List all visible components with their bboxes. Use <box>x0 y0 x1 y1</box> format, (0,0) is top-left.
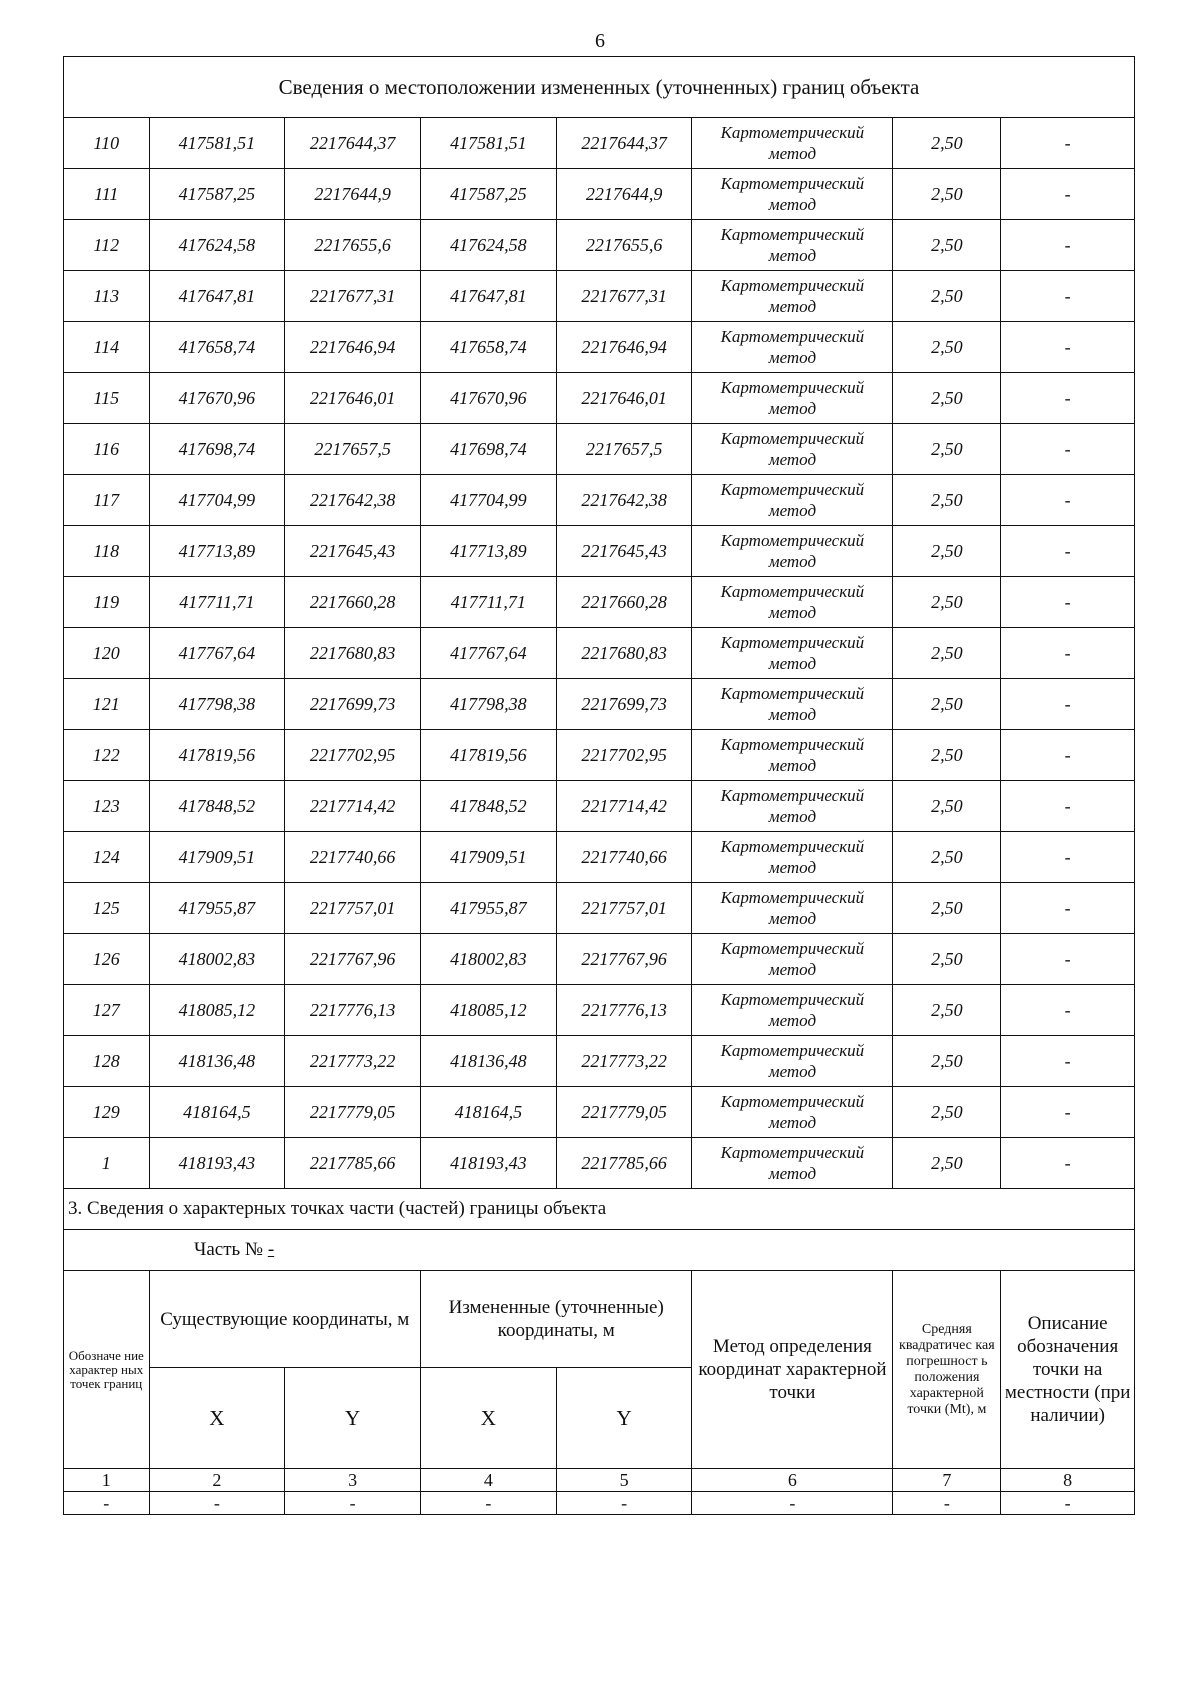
existing-y-cell: 2217655,6 <box>285 220 421 271</box>
method-cell <box>692 781 893 832</box>
description-cell: - <box>1001 781 1135 832</box>
method-text: метод <box>768 450 817 469</box>
changed-y-cell: 2217680,83 <box>556 628 692 679</box>
existing-y-cell: 2217660,28 <box>285 577 421 628</box>
method-text: Картометрический <box>720 786 865 805</box>
method-text: Картометрический <box>720 1041 865 1060</box>
existing-x-cell: 417819,56 <box>149 730 285 781</box>
description-cell: - <box>1001 271 1135 322</box>
description-cell: - <box>1001 1036 1135 1087</box>
point-id-cell: 129 <box>64 1087 150 1138</box>
method-text: метод <box>768 654 817 673</box>
method-cell <box>692 271 893 322</box>
point-id-cell: 110 <box>64 118 150 169</box>
method-text: Картометрический <box>720 888 865 907</box>
existing-y-cell: 2217767,96 <box>285 934 421 985</box>
changed-x-cell: 417670,96 <box>420 373 556 424</box>
description-cell: - <box>1001 475 1135 526</box>
existing-y-cell: 2217677,31 <box>285 271 421 322</box>
point-id-cell: 119 <box>64 577 150 628</box>
changed-x-cell: 417624,58 <box>420 220 556 271</box>
point-id-cell: 125 <box>64 883 150 934</box>
changed-y-cell: 2217677,31 <box>556 271 692 322</box>
table-row <box>64 934 1135 985</box>
changed-y-cell: 2217702,95 <box>556 730 692 781</box>
point-id-cell: 122 <box>64 730 150 781</box>
method-cell <box>692 1036 893 1087</box>
method-cell <box>692 730 893 781</box>
point-id-cell: 120 <box>64 628 150 679</box>
existing-x-cell: 418164,5 <box>149 1087 285 1138</box>
method-text: Картометрический <box>720 174 865 193</box>
empty-data-row <box>64 1492 1135 1515</box>
description-cell: - <box>1001 628 1135 679</box>
header-changed: Измененные (уточненные) координаты, м <box>420 1271 691 1368</box>
method-cell <box>692 322 893 373</box>
changed-x-cell: 417587,25 <box>420 169 556 220</box>
existing-x-cell: 418136,48 <box>149 1036 285 1087</box>
method-cell <box>692 679 893 730</box>
existing-y-cell: 2217657,5 <box>285 424 421 475</box>
changed-x-cell: 417955,87 <box>420 883 556 934</box>
point-id-cell: 124 <box>64 832 150 883</box>
method-text: метод <box>768 501 817 520</box>
header-row-1 <box>64 1271 1135 1368</box>
error-mt-cell: 2,50 <box>893 424 1001 475</box>
description-cell: - <box>1001 985 1135 1036</box>
error-mt-cell: 2,50 <box>893 730 1001 781</box>
existing-y-cell: 2217646,94 <box>285 322 421 373</box>
description-cell: - <box>1001 1138 1135 1189</box>
method-cell <box>692 934 893 985</box>
point-id-cell: 111 <box>64 169 150 220</box>
method-cell <box>692 985 893 1036</box>
changed-y-cell: 2217740,66 <box>556 832 692 883</box>
error-mt-cell: 2,50 <box>893 628 1001 679</box>
point-id-cell: 114 <box>64 322 150 373</box>
existing-y-cell: 2217646,01 <box>285 373 421 424</box>
changed-y-cell: 2217767,96 <box>556 934 692 985</box>
error-mt-cell: 2,50 <box>893 169 1001 220</box>
error-mt-cell: 2,50 <box>893 934 1001 985</box>
table-row <box>64 475 1135 526</box>
point-id-cell: 128 <box>64 1036 150 1087</box>
header-existing: Существующие координаты, м <box>149 1271 420 1368</box>
column-number: 3 <box>285 1469 421 1492</box>
method-text: метод <box>768 1011 817 1030</box>
existing-x-cell: 418193,43 <box>149 1138 285 1189</box>
method-text: метод <box>768 195 817 214</box>
changed-y-cell: 2217642,38 <box>556 475 692 526</box>
table-row <box>64 679 1135 730</box>
method-text: Картометрический <box>720 837 865 856</box>
method-text: метод <box>768 705 817 724</box>
changed-x-cell: 418085,12 <box>420 985 556 1036</box>
method-text: Картометрический <box>720 429 865 448</box>
changed-y-cell: 2217779,05 <box>556 1087 692 1138</box>
changed-y-cell: 2217773,22 <box>556 1036 692 1087</box>
error-mt-cell: 2,50 <box>893 577 1001 628</box>
method-text: метод <box>768 603 817 622</box>
point-id-cell: 116 <box>64 424 150 475</box>
changed-x-cell: 417704,99 <box>420 475 556 526</box>
table-row <box>64 322 1135 373</box>
existing-x-cell: 418085,12 <box>149 985 285 1036</box>
existing-x-cell: 418002,83 <box>149 934 285 985</box>
point-id-cell: 115 <box>64 373 150 424</box>
point-id-cell: 118 <box>64 526 150 577</box>
method-text: Картометрический <box>720 990 865 1009</box>
method-text: метод <box>768 246 817 265</box>
existing-y-cell: 2217776,13 <box>285 985 421 1036</box>
table-row <box>64 220 1135 271</box>
table-row <box>64 424 1135 475</box>
changed-y-cell: 2217660,28 <box>556 577 692 628</box>
changed-y-cell: 2217655,6 <box>556 220 692 271</box>
point-id-cell: 1 <box>64 1138 150 1189</box>
header-existing-x: X <box>149 1368 285 1469</box>
changed-y-cell: 2217699,73 <box>556 679 692 730</box>
table-row <box>64 526 1135 577</box>
existing-y-cell: 2217645,43 <box>285 526 421 577</box>
method-text: Картометрический <box>720 531 865 550</box>
existing-y-cell: 2217702,95 <box>285 730 421 781</box>
column-number: 5 <box>556 1469 692 1492</box>
existing-x-cell: 417670,96 <box>149 373 285 424</box>
point-id-cell: 123 <box>64 781 150 832</box>
existing-x-cell: 417955,87 <box>149 883 285 934</box>
method-cell <box>692 169 893 220</box>
changed-x-cell: 417767,64 <box>420 628 556 679</box>
changed-x-cell: 418193,43 <box>420 1138 556 1189</box>
method-text: Картометрический <box>720 735 865 754</box>
method-text: Картометрический <box>720 939 865 958</box>
empty-cell: - <box>149 1492 285 1515</box>
description-cell: - <box>1001 934 1135 985</box>
changed-x-cell: 417713,89 <box>420 526 556 577</box>
changed-y-cell: 2217646,01 <box>556 373 692 424</box>
table-row <box>64 1087 1135 1138</box>
existing-x-cell: 417711,71 <box>149 577 285 628</box>
error-mt-cell: 2,50 <box>893 883 1001 934</box>
method-text: Картометрический <box>720 633 865 652</box>
column-number: 4 <box>420 1469 556 1492</box>
header-description: Описание обозначения точки на местности (при наличии) <box>1001 1271 1135 1469</box>
existing-y-cell: 2217642,38 <box>285 475 421 526</box>
changed-x-cell: 418164,5 <box>420 1087 556 1138</box>
existing-x-cell: 417624,58 <box>149 220 285 271</box>
method-text: Картометрический <box>720 327 865 346</box>
error-mt-cell: 2,50 <box>893 475 1001 526</box>
method-cell <box>692 424 893 475</box>
description-cell: - <box>1001 577 1135 628</box>
point-id-cell: 121 <box>64 679 150 730</box>
column-number: 2 <box>149 1469 285 1492</box>
empty-cell: - <box>1001 1492 1135 1515</box>
error-mt-cell: 2,50 <box>893 1087 1001 1138</box>
empty-cell: - <box>556 1492 692 1515</box>
error-mt-cell: 2,50 <box>893 832 1001 883</box>
method-cell <box>692 628 893 679</box>
part-row <box>64 1230 1135 1271</box>
header-error: Средняя квадратичес кая погрешност ь положения характерной точки (Mt), м <box>893 1271 1001 1469</box>
column-number: 1 <box>64 1469 150 1492</box>
method-text: Картометрический <box>720 123 865 142</box>
table-title-row <box>64 57 1135 118</box>
table-row <box>64 373 1135 424</box>
table-row <box>64 832 1135 883</box>
table-row <box>64 730 1135 781</box>
section3-title-row <box>64 1189 1135 1230</box>
point-id-cell: 126 <box>64 934 150 985</box>
changed-x-cell: 418002,83 <box>420 934 556 985</box>
section3-title: 3. Сведения о характерных точках части (частей) границы объекта <box>64 1189 1135 1230</box>
changed-x-cell: 417909,51 <box>420 832 556 883</box>
method-text: Картометрический <box>720 276 865 295</box>
changed-x-cell: 417848,52 <box>420 781 556 832</box>
existing-x-cell: 417698,74 <box>149 424 285 475</box>
changed-x-cell: 417581,51 <box>420 118 556 169</box>
description-cell: - <box>1001 526 1135 577</box>
header-method: Метод определения координат характерной точки <box>692 1271 893 1469</box>
header-designation: Обозначе ние характер ных точек границ <box>64 1271 150 1469</box>
method-text: Картометрический <box>720 582 865 601</box>
changed-x-cell: 417819,56 <box>420 730 556 781</box>
method-text: метод <box>768 807 817 826</box>
empty-cell: - <box>285 1492 421 1515</box>
existing-y-cell: 2217773,22 <box>285 1036 421 1087</box>
header-changed-x: X <box>420 1368 556 1469</box>
changed-x-cell: 417798,38 <box>420 679 556 730</box>
method-text: метод <box>768 144 817 163</box>
method-cell <box>692 1138 893 1189</box>
table-row <box>64 1138 1135 1189</box>
part-number <box>64 1239 1134 1261</box>
point-id-cell: 112 <box>64 220 150 271</box>
method-cell <box>692 373 893 424</box>
description-cell: - <box>1001 1087 1135 1138</box>
description-cell: - <box>1001 118 1135 169</box>
method-text: метод <box>768 1062 817 1081</box>
method-text: метод <box>768 1164 817 1183</box>
table-row <box>64 169 1135 220</box>
part-value: - <box>267 1239 275 1260</box>
existing-x-cell: 417909,51 <box>149 832 285 883</box>
existing-x-cell: 417587,25 <box>149 169 285 220</box>
description-cell: - <box>1001 424 1135 475</box>
method-cell <box>692 220 893 271</box>
table-title: Сведения о местоположении измененных (уточненных) границ объекта <box>64 57 1135 118</box>
method-cell <box>692 1087 893 1138</box>
existing-x-cell: 417647,81 <box>149 271 285 322</box>
description-cell: - <box>1001 832 1135 883</box>
table-row <box>64 577 1135 628</box>
error-mt-cell: 2,50 <box>893 118 1001 169</box>
existing-y-cell: 2217757,01 <box>285 883 421 934</box>
column-number-row <box>64 1469 1135 1492</box>
existing-x-cell: 417581,51 <box>149 118 285 169</box>
part-label: Часть № <box>194 1239 264 1260</box>
method-text: метод <box>768 756 817 775</box>
error-mt-cell: 2,50 <box>893 679 1001 730</box>
point-id-cell: 113 <box>64 271 150 322</box>
empty-cell: - <box>420 1492 556 1515</box>
changed-x-cell: 417698,74 <box>420 424 556 475</box>
existing-x-cell: 417767,64 <box>149 628 285 679</box>
description-cell: - <box>1001 883 1135 934</box>
method-text: метод <box>768 960 817 979</box>
error-mt-cell: 2,50 <box>893 373 1001 424</box>
existing-x-cell: 417848,52 <box>149 781 285 832</box>
existing-y-cell: 2217785,66 <box>285 1138 421 1189</box>
method-text: метод <box>768 909 817 928</box>
boundary-table <box>63 56 1135 1515</box>
changed-x-cell: 418136,48 <box>420 1036 556 1087</box>
existing-y-cell: 2217699,73 <box>285 679 421 730</box>
changed-x-cell: 417658,74 <box>420 322 556 373</box>
existing-x-cell: 417798,38 <box>149 679 285 730</box>
error-mt-cell: 2,50 <box>893 1036 1001 1087</box>
method-text: Картометрический <box>720 1092 865 1111</box>
error-mt-cell: 2,50 <box>893 271 1001 322</box>
method-cell <box>692 832 893 883</box>
method-cell <box>692 577 893 628</box>
error-mt-cell: 2,50 <box>893 781 1001 832</box>
changed-x-cell: 417711,71 <box>420 577 556 628</box>
existing-x-cell: 417704,99 <box>149 475 285 526</box>
point-id-cell: 127 <box>64 985 150 1036</box>
description-cell: - <box>1001 679 1135 730</box>
method-text: Картометрический <box>720 480 865 499</box>
existing-x-cell: 417713,89 <box>149 526 285 577</box>
description-cell: - <box>1001 169 1135 220</box>
table-row <box>64 271 1135 322</box>
method-text: метод <box>768 858 817 877</box>
table-row <box>64 781 1135 832</box>
existing-y-cell: 2217644,37 <box>285 118 421 169</box>
existing-y-cell: 2217644,9 <box>285 169 421 220</box>
method-text: метод <box>768 297 817 316</box>
changed-y-cell: 2217776,13 <box>556 985 692 1036</box>
empty-cell: - <box>64 1492 150 1515</box>
existing-x-cell: 417658,74 <box>149 322 285 373</box>
error-mt-cell: 2,50 <box>893 526 1001 577</box>
existing-y-cell: 2217680,83 <box>285 628 421 679</box>
method-text: метод <box>768 1113 817 1132</box>
description-cell: - <box>1001 730 1135 781</box>
changed-y-cell: 2217645,43 <box>556 526 692 577</box>
table-row <box>64 883 1135 934</box>
method-text: метод <box>768 348 817 367</box>
existing-y-cell: 2217779,05 <box>285 1087 421 1138</box>
method-text: метод <box>768 399 817 418</box>
error-mt-cell: 2,50 <box>893 322 1001 373</box>
changed-y-cell: 2217714,42 <box>556 781 692 832</box>
header-changed-y: Y <box>556 1368 692 1469</box>
point-id-cell: 117 <box>64 475 150 526</box>
existing-y-cell: 2217714,42 <box>285 781 421 832</box>
column-number: 7 <box>893 1469 1001 1492</box>
column-number: 8 <box>1001 1469 1135 1492</box>
method-cell <box>692 475 893 526</box>
description-cell: - <box>1001 220 1135 271</box>
method-text: Картометрический <box>720 1143 865 1162</box>
method-text: Картометрический <box>720 378 865 397</box>
changed-y-cell: 2217646,94 <box>556 322 692 373</box>
page-number: 6 <box>595 30 605 52</box>
empty-cell: - <box>692 1492 893 1515</box>
changed-y-cell: 2217657,5 <box>556 424 692 475</box>
method-text: Картометрический <box>720 684 865 703</box>
changed-y-cell: 2217644,9 <box>556 169 692 220</box>
method-cell <box>692 118 893 169</box>
method-cell <box>692 883 893 934</box>
empty-cell: - <box>893 1492 1001 1515</box>
column-number: 6 <box>692 1469 893 1492</box>
description-cell: - <box>1001 322 1135 373</box>
changed-x-cell: 417647,81 <box>420 271 556 322</box>
table-row <box>64 118 1135 169</box>
method-text: метод <box>768 552 817 571</box>
method-text: Картометрический <box>720 225 865 244</box>
method-cell <box>692 526 893 577</box>
header-existing-y: Y <box>285 1368 421 1469</box>
table-row <box>64 985 1135 1036</box>
table-row <box>64 1036 1135 1087</box>
table-row <box>64 628 1135 679</box>
existing-y-cell: 2217740,66 <box>285 832 421 883</box>
changed-y-cell: 2217785,66 <box>556 1138 692 1189</box>
error-mt-cell: 2,50 <box>893 1138 1001 1189</box>
changed-y-cell: 2217757,01 <box>556 883 692 934</box>
changed-y-cell: 2217644,37 <box>556 118 692 169</box>
error-mt-cell: 2,50 <box>893 220 1001 271</box>
description-cell: - <box>1001 373 1135 424</box>
error-mt-cell: 2,50 <box>893 985 1001 1036</box>
